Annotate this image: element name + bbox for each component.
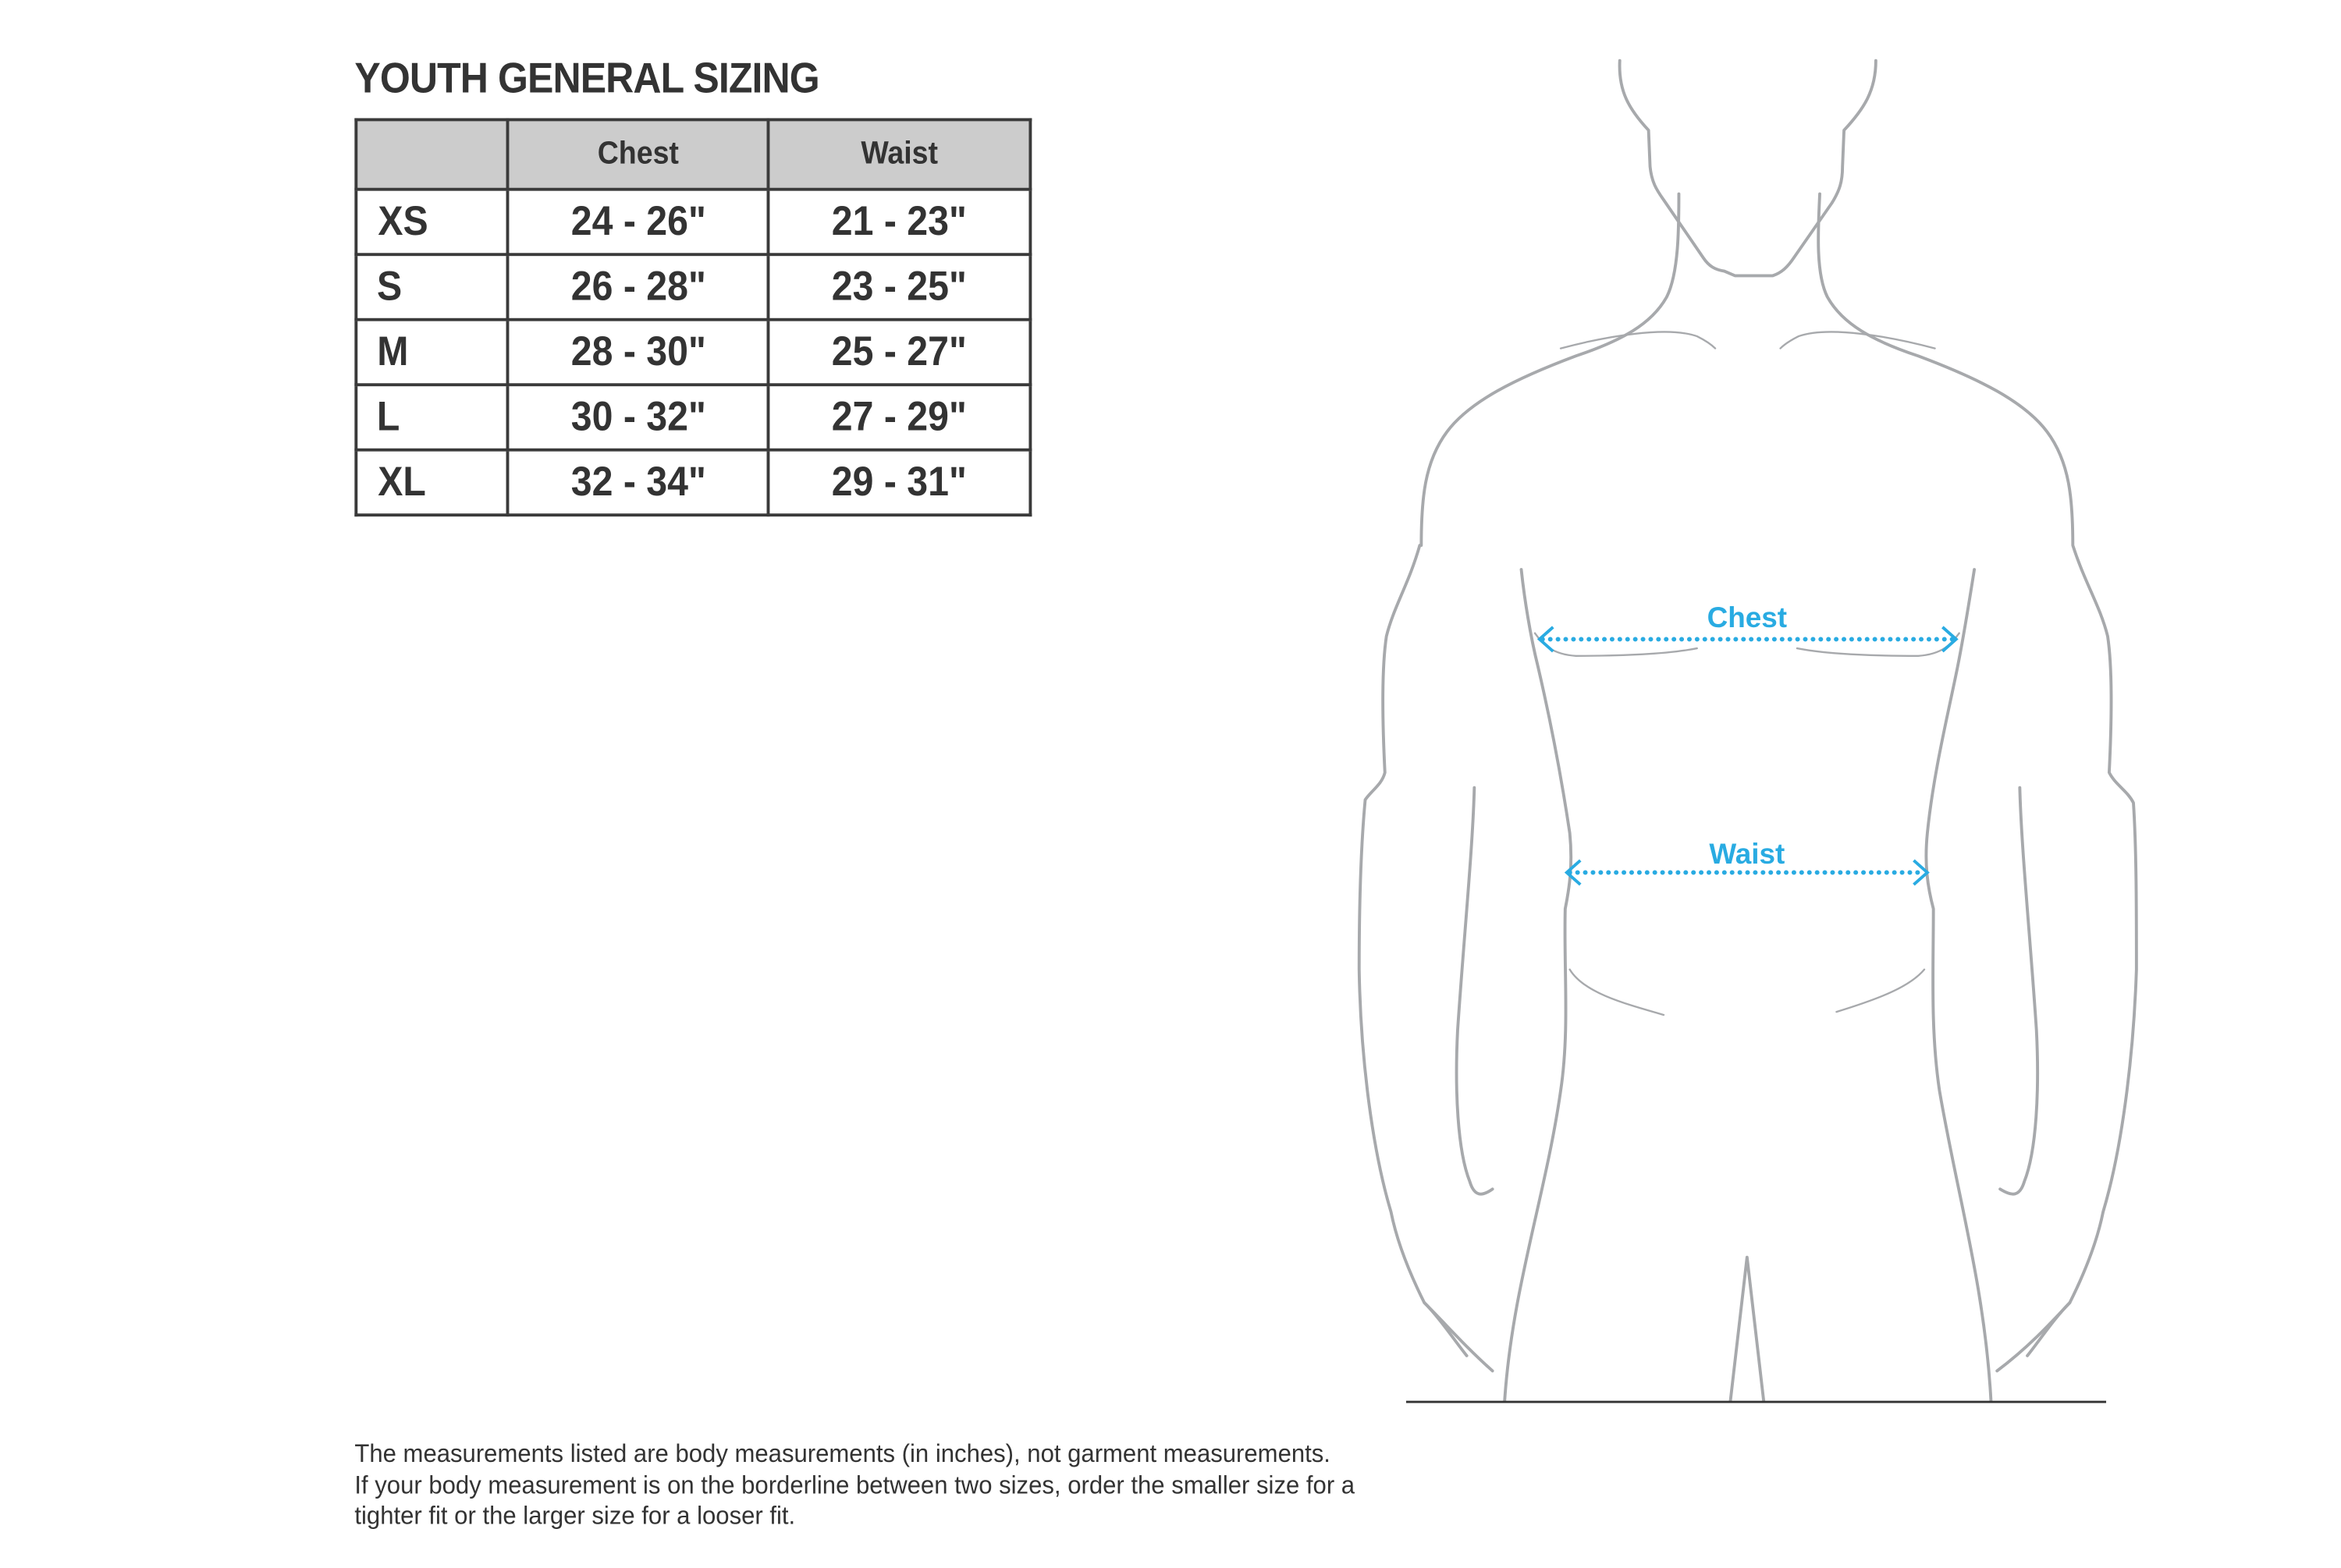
size-label: S <box>356 254 507 319</box>
body-outline-icon <box>1359 61 2137 1401</box>
size-label: M <box>356 320 507 385</box>
size-label: L <box>356 385 507 449</box>
header-chest: Chest <box>507 119 768 189</box>
waist-range: 29 - 31" <box>768 450 1030 515</box>
note-line: The measurements listed are body measurements (in inches), not garment measurements. <box>354 1440 1330 1468</box>
note-line: tighter fit or the larger size for a looser fit. <box>354 1502 796 1531</box>
waist-label: Waist <box>1709 837 1785 870</box>
chest-range: 26 - 28" <box>507 254 768 319</box>
size-label: XL <box>356 450 507 515</box>
size-label: XS <box>356 190 507 254</box>
waist-range: 21 - 23" <box>768 190 1030 254</box>
waist-range: 27 - 29" <box>768 385 1030 449</box>
chest-label: Chest <box>1707 601 1788 633</box>
header-waist: Waist <box>768 119 1030 189</box>
chest-range: 28 - 30" <box>507 320 768 385</box>
waist-range: 25 - 27" <box>768 320 1030 385</box>
note-line: If your body measurement is on the borderline between two sizes, order the smaller size for a <box>354 1471 1355 1499</box>
measurement-note <box>354 1439 1385 1532</box>
chest-range: 32 - 34" <box>507 450 768 515</box>
chest-range: 24 - 26" <box>507 190 768 254</box>
waist-range: 23 - 25" <box>768 254 1030 319</box>
page-title: YOUTH GENERAL SIZING <box>354 54 819 102</box>
chest-range: 30 - 32" <box>507 385 768 449</box>
